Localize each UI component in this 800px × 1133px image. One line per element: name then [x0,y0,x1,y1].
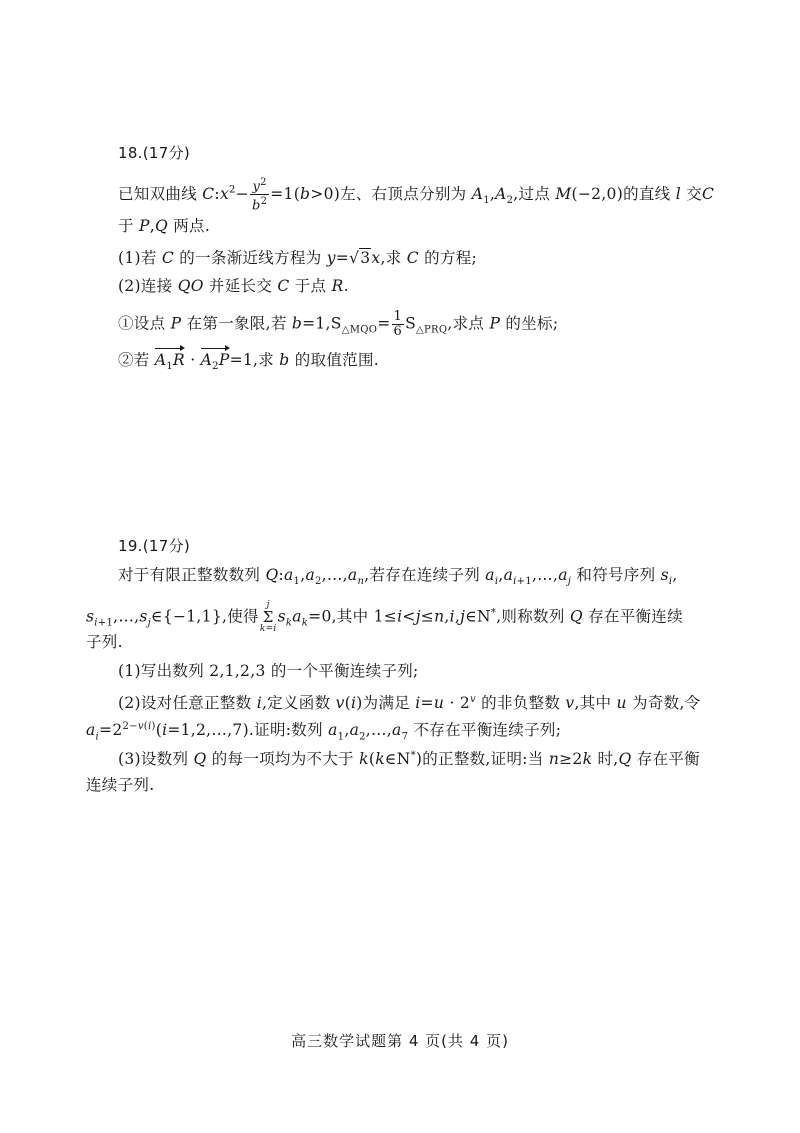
problem-19-header: 19.(17分) [118,537,191,555]
problem-19-part-2-cont: $a_i=2^{2-v(i)}(i=1,2,\dots,7)$.证明:数列 $a_1,a_2,\dots,a_7$ 不存在平衡连续子列; [86,721,562,743]
problem-19-part-1: (1)写出数列 2,1,2,3 的一个平衡连续子列; [118,662,419,680]
page-footer: 高三数学试题第 4 页(共 4 页) [291,1032,509,1050]
problem-18-line-1: 已知双曲线 $C:x^2-$ $\frac{y^2}{b^2}$ =1(b>0)左、右顶点分别为 $A_1,A_2$,过点 M(−2,0)的直线 l 交C [118,177,715,214]
problem-18-part-2-2: ②若 $A_1R \cdot A_2P=1$,求 b 的取值范围. [118,348,379,377]
problem-19-line-2: $s_{i+1},\dots,s_j\in\{-1,1\}$,使得j Σ $k=is_ka_k=0$,其中 1≤i<j≤n,i,j∈N*,则称数列 Q 存在平衡连续 [86,600,683,634]
problem-18-line-2: 于 P,Q 两点. [118,217,211,235]
problem-18-part-1: (1)若 C 的一条渐近线方程为 y=√3x,求 C 的方程; [118,249,478,267]
problem-19-line-1: 对于有限正整数数列 $Q:a_1,a_2,\dots,a_n$,若存在连续子列 $a_i,a_{i+1},\dots,a_j$ 和符号序列 $s_i$, [118,566,678,588]
problem-19-line-3: 子列. [86,633,123,651]
problem-19-part-2: (2)设对任意正整数 i,定义函数 v(i)为满足 $i=u \cdot 2^v$ 的非负整数 v,其中 u 为奇数,令 [118,694,701,713]
problem-18-header: 18.(17分) [118,144,191,162]
problem-18-part-2-1: ①设点 P 在第一象限,若 $b=1,S_{\triangle MQO}=$ $\frac{1}{6}$ $S_{\triangle PRQ}$,求点 P 的坐标; [118,309,559,339]
problem-19-part-3-cont: 连续子列. [86,776,155,794]
problem-18-part-2: (2)连接 QO 并延长交 C 于点 R. [118,277,349,295]
problem-19-part-3: (3)设数列 Q 的每一项均为不大于 k(k∈N*)的正整数,证明:当 n≥2k 时,Q 存在平衡 [118,750,700,769]
